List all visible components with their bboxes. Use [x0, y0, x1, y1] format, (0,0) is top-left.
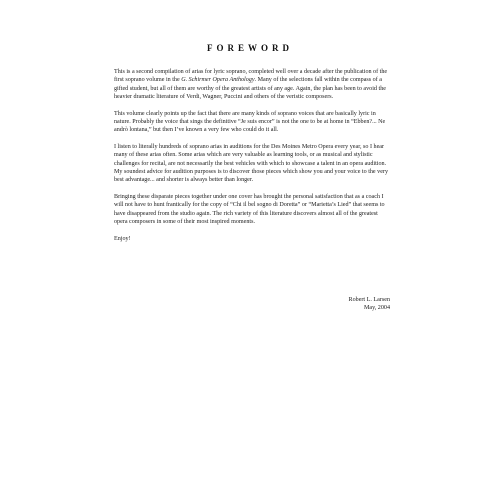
paragraph-text: This is a second compilation of arias for lyric soprano, completed well over a decade after the publication of the first soprano volume in the	[114, 69, 388, 84]
paragraph	[114, 193, 390, 227]
closing-line: Enjoy!	[114, 235, 131, 242]
paragraph-text: I listen to literally hundreds of soprano arias in auditions for the Des Moines Metro Opera every year, so I hear many of these arias often. Some arias which are very valuable as learning tools, or as musical and stylistic challenges for recital, are not necessarily the best vehicles with which to showcase a talent in an opera audition. My soundest advice for audition purposes is to discover those pieces which show you and your voice to the very best advantage... and shorter is always better than longer.	[114, 143, 388, 184]
author-name: Robert L. Larsen	[348, 297, 390, 303]
paragraph	[114, 143, 390, 185]
signature-date: May, 2004	[363, 304, 390, 311]
page-title: FOREWORD	[207, 43, 293, 53]
paragraph-text: Bringing these disparate pieces together under one cover has brought the personal satisfaction that as a coach I will not have to hunt frantically for the copy of “Chi il bel sogno di Doretta” or “Marietta’s Lied” that seems to have disappeared from the studio again. The rich variety of this literature discovers almost all of the greatest opera composers in some of their most inspired moments.	[114, 193, 385, 226]
signature-block	[290, 297, 390, 312]
book-title-italic: G. Schirmer Opera Anthology	[181, 77, 255, 84]
paragraph-text: . Many of the selections fall within the compass of a gifted student, but all of them are worthy of the greatest artists of any age. Again, the plan has been to avoid the heavier dramatic literature of Verdi, Wagner, Puccini and others of the veristic composers.	[114, 77, 386, 101]
paragraph-text: This volume clearly points up the fact that there are many kinds of soprano voices that are basically lyric in nature. Probably the voice that sings the definitive “Je suis encor” is not the one to be at home in “Ebben?... Ne andrò lontana,” but then I’ve known a very few who could do it all.	[114, 110, 386, 134]
paragraph	[114, 110, 390, 135]
foreword-body	[114, 68, 390, 243]
paragraph	[114, 68, 390, 102]
